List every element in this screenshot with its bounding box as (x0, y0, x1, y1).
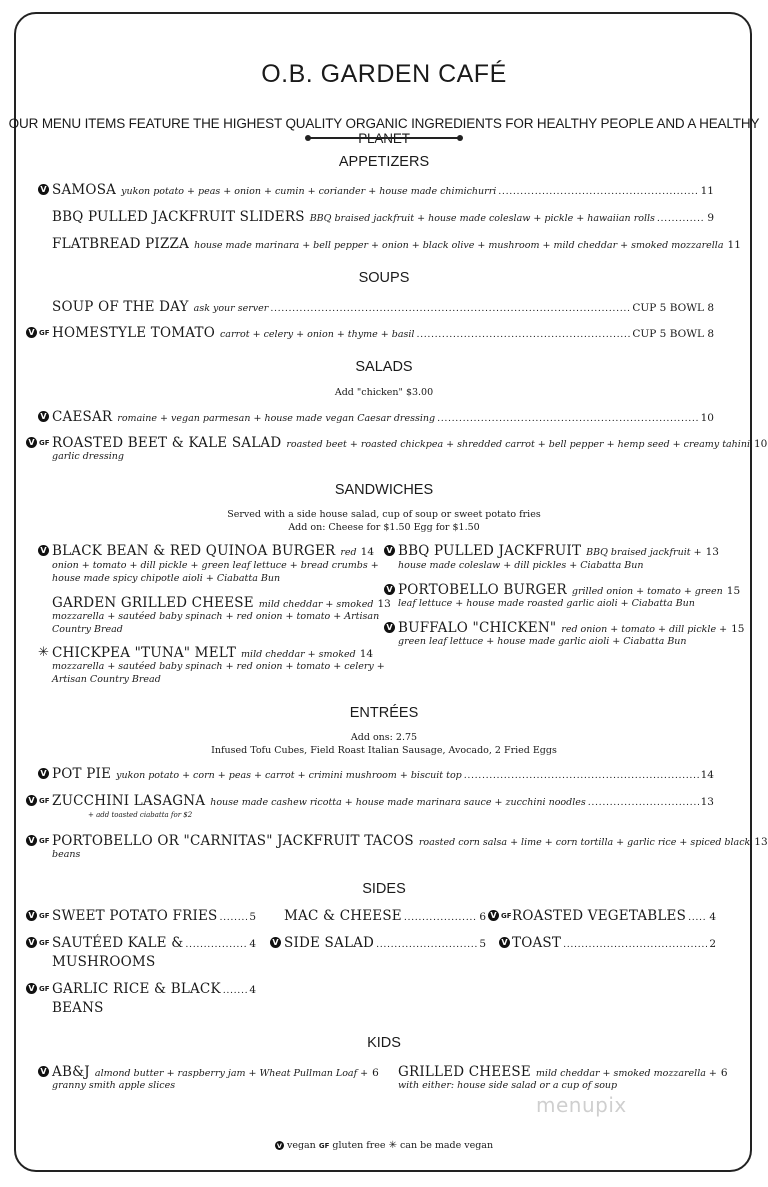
gluten-free-icon: GF (39, 796, 50, 805)
item-price: CUP 5 BOWL 8 (632, 302, 714, 314)
vegan-icon: V (26, 795, 37, 806)
legend (0, 1140, 768, 1151)
badges (270, 937, 281, 948)
menu-item (52, 236, 741, 252)
item-description: red onion + tomato + dill pickle + (561, 624, 728, 635)
badges (26, 437, 50, 448)
item-name: PORTOBELLO BURGER (398, 582, 567, 598)
item-name: SAMOSA (52, 182, 117, 198)
item-name: SAUTÉED KALE & (52, 935, 184, 951)
menu-item (52, 766, 714, 782)
badges (384, 545, 395, 556)
item-description-continued: house made coleslaw + dill pickles + Ciabatta Bun (398, 560, 644, 571)
section-heading-salads: SALADS (355, 359, 413, 375)
item-price: 10 (753, 438, 768, 450)
item-price: 10 (700, 412, 714, 424)
item-name: GARDEN GRILLED CHEESE (52, 595, 254, 611)
item-name: HOMESTYLE TOMATO (52, 325, 215, 341)
menu-item (52, 935, 256, 951)
item-price: 2 (709, 938, 716, 950)
menu-item (52, 595, 391, 611)
badges (26, 937, 50, 948)
vegan-icon: V (38, 184, 49, 195)
item-name: CAESAR (52, 409, 113, 425)
item-name: SIDE SALAD (284, 935, 375, 951)
item-price: 5 (249, 911, 256, 923)
vegan-icon: V (276, 1141, 282, 1150)
item-description: yukon potato + peas + onion + cumin + coriander + house made chimichurri (121, 186, 497, 197)
menu-item (398, 543, 719, 559)
item-description: house made cashew ricotta + house made marinara sauce + zucchini noodles (210, 797, 586, 808)
menu-item (52, 409, 714, 425)
item-name: BBQ PULLED JACKFRUIT (398, 543, 582, 559)
badges (38, 1066, 49, 1077)
section-heading-entrees: ENTRÉES (349, 705, 419, 721)
item-name: PORTOBELLO OR "CARNITAS" JACKFRUIT TACOS (52, 833, 414, 849)
gluten-free-icon: GF (39, 911, 50, 920)
menu-item (52, 1064, 379, 1080)
legend-gluten-free-label: gluten free (332, 1140, 386, 1151)
restaurant-title: O.B. GARDEN CAFÉ (261, 60, 507, 88)
vegan-icon: V (384, 622, 395, 633)
tagline: OUR MENU ITEMS FEATURE THE HIGHEST QUALITY ORGANIC INGREDIENTS FOR HEALTHY PEOPLE AND A HEALTHY (8, 116, 760, 131)
item-description: mild cheddar + smoked (258, 599, 374, 610)
menu-item (52, 325, 714, 341)
item-description: grilled onion + tomato + green (571, 586, 723, 597)
menu-item (52, 833, 768, 849)
legend-made-vegan-label: can be made vegan (399, 1140, 494, 1151)
item-name-continued: MUSHROOMS (52, 954, 156, 970)
gluten-free-icon: GF (39, 836, 50, 845)
item-price: 6 (372, 1067, 379, 1079)
item-description: romaine + vegan parmesan + house made vegan Caesar dressing (117, 413, 436, 424)
item-name: BUFFALO "CHICKEN" (398, 620, 557, 636)
item-name: ROASTED BEET & KALE SALAD (52, 435, 282, 451)
item-price: 13 (377, 598, 391, 610)
gluten-free-icon: GF (318, 1142, 330, 1150)
item-description: almond butter + raspberry jam + Wheat Pullman Loaf + (94, 1068, 369, 1079)
gluten-free-icon: GF (39, 938, 50, 947)
leader-dots (185, 939, 247, 950)
item-description: BBQ braised jackfruit + house made coleslaw + pickle + hawaiian rolls (309, 213, 655, 224)
asterisk-icon: ✳ (38, 645, 49, 660)
item-price: 11 (727, 239, 741, 251)
badges (26, 983, 50, 994)
item-description: red (340, 547, 357, 558)
item-name: GRILLED CHEESE (398, 1064, 531, 1080)
vegan-icon: V (499, 937, 510, 948)
section-heading-sandwiches: SANDWICHES (334, 482, 434, 498)
badges (499, 937, 510, 948)
section-heading-sides: SIDES (362, 881, 406, 897)
item-description-continued: garlic dressing (52, 451, 124, 462)
gluten-free-icon: GF (39, 438, 50, 447)
item-price: 4 (249, 984, 256, 996)
item-price: 6 (720, 1067, 728, 1079)
item-name: POT PIE (52, 766, 112, 782)
menu-item (284, 935, 486, 951)
add-on-note: + add toasted ciabatta for $2 (88, 811, 193, 819)
item-description-continued (52, 560, 379, 585)
vegan-icon: V (26, 937, 37, 948)
badges (38, 545, 49, 556)
item-price: 6 (479, 911, 486, 923)
item-name: FLATBREAD PIZZA (52, 236, 190, 252)
description-line: mozzarella + sautéed baby spinach + red onion + tomato + Artisan (52, 611, 380, 622)
item-description: BBQ braised jackfruit + (586, 547, 702, 558)
menu-item (52, 793, 714, 809)
item-description-continued: with either: house side salad or a cup of soup (398, 1080, 618, 1091)
item-price: 5 (479, 938, 486, 950)
menu-item (52, 182, 714, 198)
item-price: 13 (705, 546, 719, 558)
item-name: CHICKPEA "TUNA" MELT (52, 645, 237, 661)
item-price: 15 (726, 585, 741, 597)
menu-item (398, 620, 745, 636)
vegan-icon: V (38, 411, 49, 422)
item-description-continued: green leaf lettuce + house made garlic aioli + Ciabatta Bun (398, 636, 687, 647)
badges (38, 411, 49, 422)
item-price: 11 (700, 185, 714, 197)
item-price: 14 (359, 648, 374, 660)
item-name: SWEET POTATO FRIES (52, 908, 218, 924)
item-name: SOUP OF THE DAY (52, 299, 189, 315)
legend-vegan-label: vegan (286, 1140, 316, 1151)
section-heading-soups: SOUPS (358, 270, 410, 286)
badges (38, 184, 49, 195)
description-line: mozzarella + sautéed baby spinach + red onion + tomato + celery + (52, 661, 385, 672)
vegan-icon: V (26, 327, 37, 338)
vegan-icon: V (38, 768, 49, 779)
item-name: ZUCCHINI LASAGNA (52, 793, 206, 809)
vegan-icon: V (270, 937, 281, 948)
item-name: BLACK BEAN & RED QUINOA BURGER (52, 543, 336, 559)
vegan-icon: V (38, 545, 49, 556)
description-line: Artisan Country Bread (52, 673, 161, 685)
vegan-icon: V (26, 437, 37, 448)
vegan-icon: V (26, 910, 37, 921)
menu-item (52, 645, 374, 661)
badges (384, 622, 395, 633)
asterisk-icon: ✳ (388, 1140, 397, 1151)
gluten-free-icon: GF (39, 984, 50, 993)
leader-dots (657, 213, 705, 224)
item-price: 15 (731, 623, 745, 635)
item-description: house made marinara + bell pepper + onion + black olive + mushroom + mild cheddar + smoked mozzarella (194, 240, 724, 251)
item-description-continued: granny smith apple slices (52, 1080, 176, 1091)
menu-item (52, 299, 714, 315)
item-description-continued (52, 661, 385, 686)
item-name: AB&J (52, 1064, 90, 1080)
item-price: 14 (360, 546, 375, 558)
menu-item (52, 209, 714, 225)
vegan-icon: V (26, 835, 37, 846)
section-note: Infused Tofu Cubes, Field Roast Italian Sausage, Avocado, 2 Fried Eggs (211, 745, 557, 756)
item-price: 13 (754, 836, 768, 848)
badges (26, 795, 50, 806)
item-name: TOAST (512, 935, 562, 951)
leader-dots (270, 303, 630, 314)
badges (26, 910, 50, 921)
item-description: yukon potato + corn + peas + carrot + crimini mushroom + biscuit top (116, 770, 462, 781)
leader-dots (404, 912, 477, 923)
item-name-continued: BEANS (52, 1000, 104, 1016)
item-price: 14 (700, 769, 714, 781)
badges (26, 835, 50, 846)
leader-dots (416, 329, 630, 340)
menu-item (512, 908, 716, 924)
section-heading-kids: KIDS (367, 1035, 401, 1051)
item-description: mild cheddar + smoked (241, 649, 356, 660)
vegan-icon: V (38, 1066, 49, 1077)
leader-dots (223, 985, 248, 996)
item-name: MAC & CHEESE (284, 908, 402, 924)
badges (384, 584, 395, 595)
gluten-free-icon: GF (39, 328, 50, 337)
description-line: house made spicy chipotle aioli + Ciabatta Bun (52, 572, 281, 584)
menu-item (512, 935, 716, 951)
leader-dots (220, 912, 248, 923)
leader-dots (437, 413, 699, 424)
item-price: CUP 5 BOWL 8 (632, 328, 714, 340)
badges (38, 768, 49, 779)
item-name: ROASTED VEGETABLES (512, 908, 687, 924)
description-line: onion + tomato + dill pickle + green leaf lettuce + bread crumbs + (52, 560, 379, 571)
item-description: mild cheddar + smoked mozzarella + (535, 1068, 717, 1079)
item-name: BBQ PULLED JACKFRUIT SLIDERS (52, 209, 305, 225)
leader-dots (376, 939, 477, 950)
description-line: Country Bread (52, 623, 123, 635)
item-description: roasted corn salsa + lime + corn tortilla + garlic rice + spiced black (418, 837, 751, 848)
item-price: 9 (707, 212, 714, 224)
item-price: 4 (709, 911, 716, 923)
vegan-icon: V (26, 983, 37, 994)
badges (26, 327, 50, 338)
section-note: Served with a side house salad, cup of soup or sweet potato fries (227, 509, 541, 520)
item-description: carrot + celery + onion + thyme + basil (219, 329, 415, 340)
item-description: roasted beet + roasted chickpea + shredded carrot + bell pepper + hemp seed + creamy tahini (286, 439, 750, 450)
badges (38, 647, 49, 658)
vegan-icon: V (384, 584, 395, 595)
item-description-continued (52, 611, 379, 636)
item-description-continued: beans (52, 849, 81, 860)
vegan-icon: V (384, 545, 395, 556)
menu-item (52, 435, 768, 451)
section-note: Add "chicken" $3.00 (334, 387, 434, 398)
menu-item (284, 908, 486, 924)
item-description: ask your server (193, 303, 269, 314)
section-note: Add on: Cheese for $1.50 Egg for $1.50 (288, 522, 480, 533)
section-heading-appetizers: APPETIZERS (338, 154, 430, 170)
menu-item (52, 981, 256, 997)
leader-dots (688, 912, 707, 923)
menu-item (398, 1064, 728, 1080)
badges (488, 910, 512, 921)
item-price: 4 (249, 938, 256, 950)
section-note: Add ons: 2.75 (350, 732, 418, 743)
gluten-free-icon: GF (501, 911, 512, 920)
leader-dots (464, 770, 699, 781)
leader-dots (588, 797, 699, 808)
item-name: GARLIC RICE & BLACK (52, 981, 221, 997)
item-description-continued: leaf lettuce + house made roasted garlic aioli + Ciabatta Bun (398, 598, 695, 609)
menu-item (398, 582, 741, 598)
leader-dots (563, 939, 707, 950)
tagline-divider (308, 137, 460, 139)
menu-item (52, 543, 375, 559)
watermark: menupix (536, 1093, 627, 1117)
item-price: 13 (700, 796, 714, 808)
leader-dots (498, 186, 698, 197)
menu-item (52, 908, 256, 924)
vegan-icon: V (488, 910, 499, 921)
